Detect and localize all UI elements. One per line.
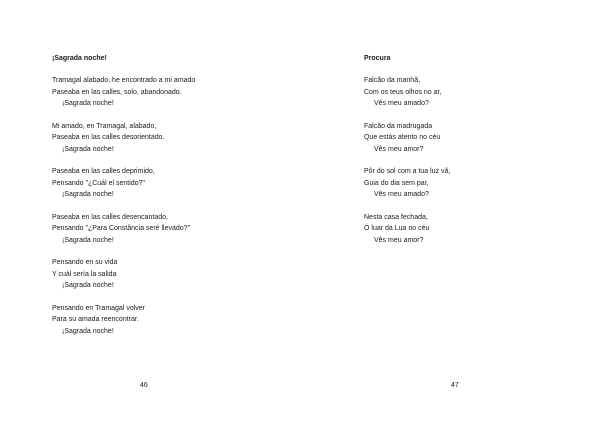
refrain-line: ¡Sagrada noche! bbox=[62, 236, 114, 244]
right-page bbox=[300, 0, 600, 425]
verse-line: Falcão da manhã, bbox=[364, 77, 421, 84]
verse-line: Com os teus olhos no ar, bbox=[364, 88, 442, 96]
verse-line: Paseaba en las calles desencantado, bbox=[52, 213, 168, 221]
refrain-line: ¡Sagrada noche! bbox=[62, 327, 114, 335]
verse-line: Pôr do sol com a tua luz vã, bbox=[364, 168, 451, 175]
verse-line: Pensando en Tramagal volver bbox=[52, 304, 145, 312]
verse-line: Nesta casa fechada, bbox=[364, 213, 428, 221]
refrain-line: ¡Sagrada noche! bbox=[62, 100, 114, 107]
stanza bbox=[52, 166, 292, 201]
refrain-line: Vês meu amado? bbox=[374, 100, 429, 107]
refrain-line: ¡Sagrada noche! bbox=[62, 145, 114, 153]
poem-title: ¡Sagrada noche! bbox=[52, 55, 107, 62]
refrain-line: Vês meu amor? bbox=[374, 145, 424, 153]
stanza bbox=[52, 212, 292, 247]
verse-line: Mi amado, en Tramagal, alabado, bbox=[52, 122, 157, 130]
verse-line: Tramagal alabado, he encontrado a mi amado bbox=[52, 77, 196, 84]
stanza bbox=[52, 75, 292, 110]
verse-line: Y cuál sería la salida bbox=[52, 270, 117, 278]
stanza bbox=[52, 303, 292, 338]
verse-line: Falcão da madrugada bbox=[364, 122, 433, 130]
refrain-line: ¡Sagrada noche! bbox=[62, 282, 114, 289]
page-number: 47 bbox=[451, 382, 459, 389]
verse-line: Pensando "¿Cuál el sentido?" bbox=[52, 179, 145, 187]
verse-line: Para su amada reencontrar. bbox=[52, 316, 139, 323]
stanza bbox=[364, 166, 584, 201]
page-number: 46 bbox=[140, 382, 148, 389]
refrain-line: ¡Sagrada noche! bbox=[62, 191, 114, 198]
refrain-line: Vês meu amado? bbox=[374, 191, 429, 198]
poem-procura bbox=[364, 53, 584, 257]
stanza bbox=[364, 212, 584, 247]
verse-line: Que estás atento no céu bbox=[364, 134, 441, 141]
verse-line: Paseaba en las calles, solo, abandonado. bbox=[52, 88, 182, 96]
verse-line: Ó luar da Lua no céu bbox=[364, 225, 430, 232]
poem-sagrada-noche bbox=[52, 53, 292, 348]
verse-line: Paseaba en las calles deprimido, bbox=[52, 168, 155, 175]
stanza bbox=[52, 257, 292, 292]
verse-line: Paseaba en las calles desorientado. bbox=[52, 134, 165, 141]
stanza bbox=[52, 121, 292, 156]
stanza bbox=[364, 75, 584, 110]
stanza bbox=[364, 121, 584, 156]
verse-line: Guia do dia sem par, bbox=[364, 179, 429, 187]
poem-title: Procura bbox=[364, 55, 391, 62]
verse-line: Pensando "¿Para Constância seré llevado?" bbox=[52, 225, 191, 232]
verse-line: Pensando en su vida bbox=[52, 259, 118, 266]
refrain-line: Vês meu amor? bbox=[374, 236, 424, 244]
